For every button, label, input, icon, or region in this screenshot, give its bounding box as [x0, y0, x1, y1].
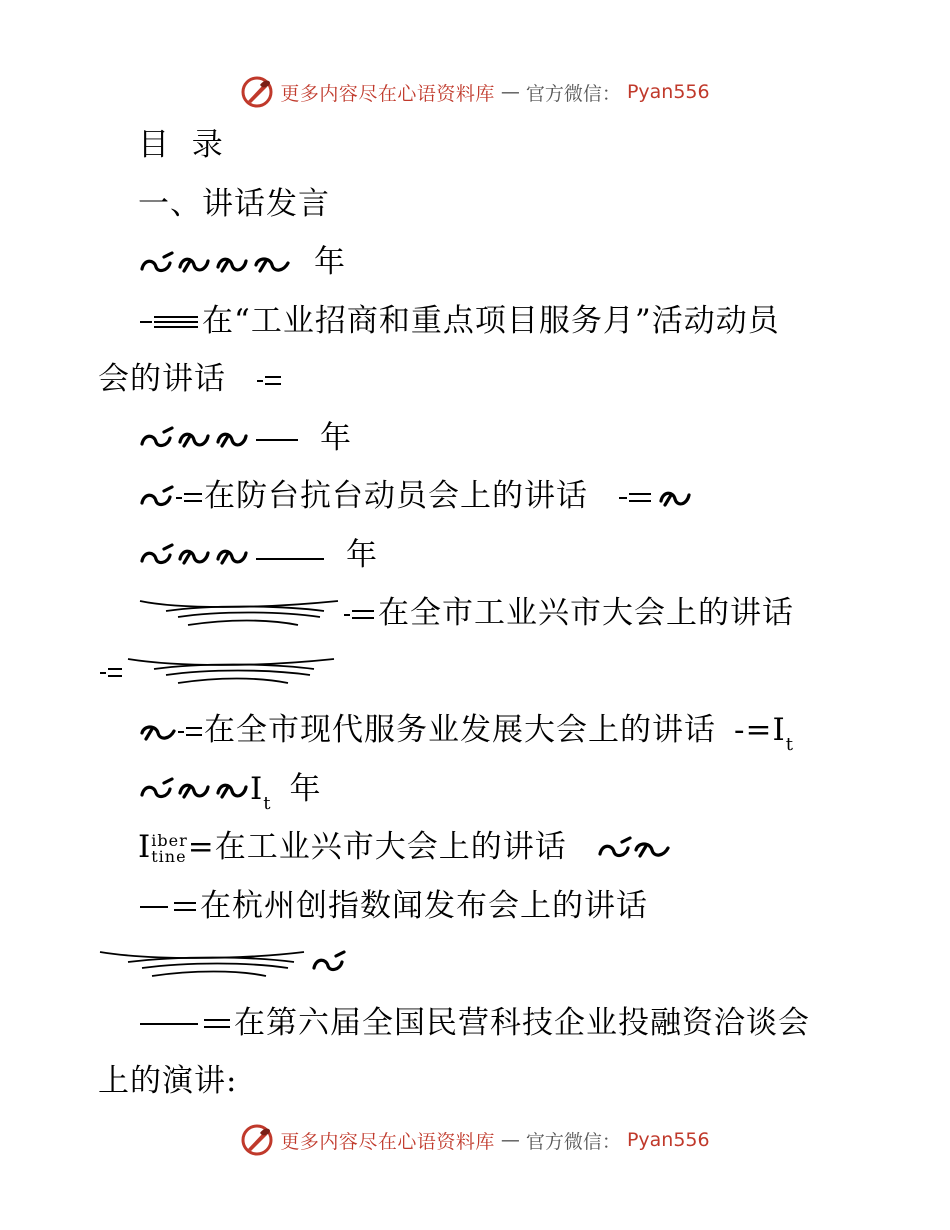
ornament-glyphs-icon [596, 834, 672, 864]
toc-entry-continuation [98, 935, 858, 994]
toc-entry-continuation: 上的演讲: [98, 1063, 238, 1099]
ornament-glyphs-icon [138, 424, 302, 454]
banner-wechat-label: 官方微信： [525, 82, 621, 105]
toc-entry-continuation [98, 643, 858, 702]
toc-entry: 在第六届全国民营科技企业投融资洽谈会 [98, 994, 858, 1053]
toc-section-heading: 一、讲话发言 [138, 185, 330, 222]
toc-entry: 在“工业招商和重点项目服务月”活动动员 [98, 292, 858, 351]
dash-equals-icon [138, 1014, 234, 1034]
banner-wechat-label: 官方微信： [525, 1130, 621, 1153]
toc-year-line: $I_t$ 年 [98, 760, 858, 819]
quill-logo-icon [240, 1123, 274, 1157]
toc-year-line: 年 [98, 526, 858, 585]
ornament-glyphs-icon [138, 775, 250, 805]
toc-entry: 在全市现代服务业发展大会上的讲话 $-=I_t$ [98, 701, 858, 760]
wavy-lines-icon [98, 946, 352, 986]
ornament-glyphs-icon [138, 249, 296, 279]
ornament-glyphs-icon [617, 483, 701, 513]
ornament-glyphs-icon [138, 717, 204, 747]
wavy-lines-icon [138, 595, 378, 635]
header-banner [0, 72, 950, 112]
toc-entry: 在全市工业兴市大会上的讲话 [98, 584, 858, 643]
toc-entry: I iber tine =在工业兴市大会上的讲话 [98, 818, 858, 877]
toc-title: 目 录 [138, 127, 224, 163]
footer-banner [0, 1120, 950, 1160]
toc-year-line: 年 [98, 233, 858, 292]
quill-logo-icon [240, 75, 274, 109]
dash-equals-icon [138, 312, 202, 332]
toc-document [98, 116, 858, 1111]
banner-site-text: 更多内容尽在心语资料库 [280, 82, 495, 105]
toc-year-line: 年 [98, 409, 858, 468]
toc-entry-continuation: 会的讲话 [98, 350, 858, 409]
ornament-glyphs-icon [138, 483, 204, 513]
banner-separator: — [500, 1129, 520, 1151]
banner-separator: — [500, 81, 520, 103]
wavy-lines-icon [98, 653, 338, 693]
equals-mark: = [187, 829, 215, 865]
ornament-glyphs-icon [138, 541, 328, 571]
banner-site-text: 更多内容尽在心语资料库 [280, 1130, 495, 1153]
banner-wechat-id: Pyan556 [626, 1129, 710, 1151]
dash-equals-mark: -= [734, 712, 773, 748]
banner-wechat-id: Pyan556 [626, 81, 710, 103]
toc-entry: 在防台抗台动员会上的讲话 [98, 467, 858, 526]
dash-equals-icon [255, 371, 283, 391]
dash-equals-icon [138, 897, 200, 917]
toc-entry: 在杭州创指数闻发布会上的讲话 [98, 877, 858, 936]
